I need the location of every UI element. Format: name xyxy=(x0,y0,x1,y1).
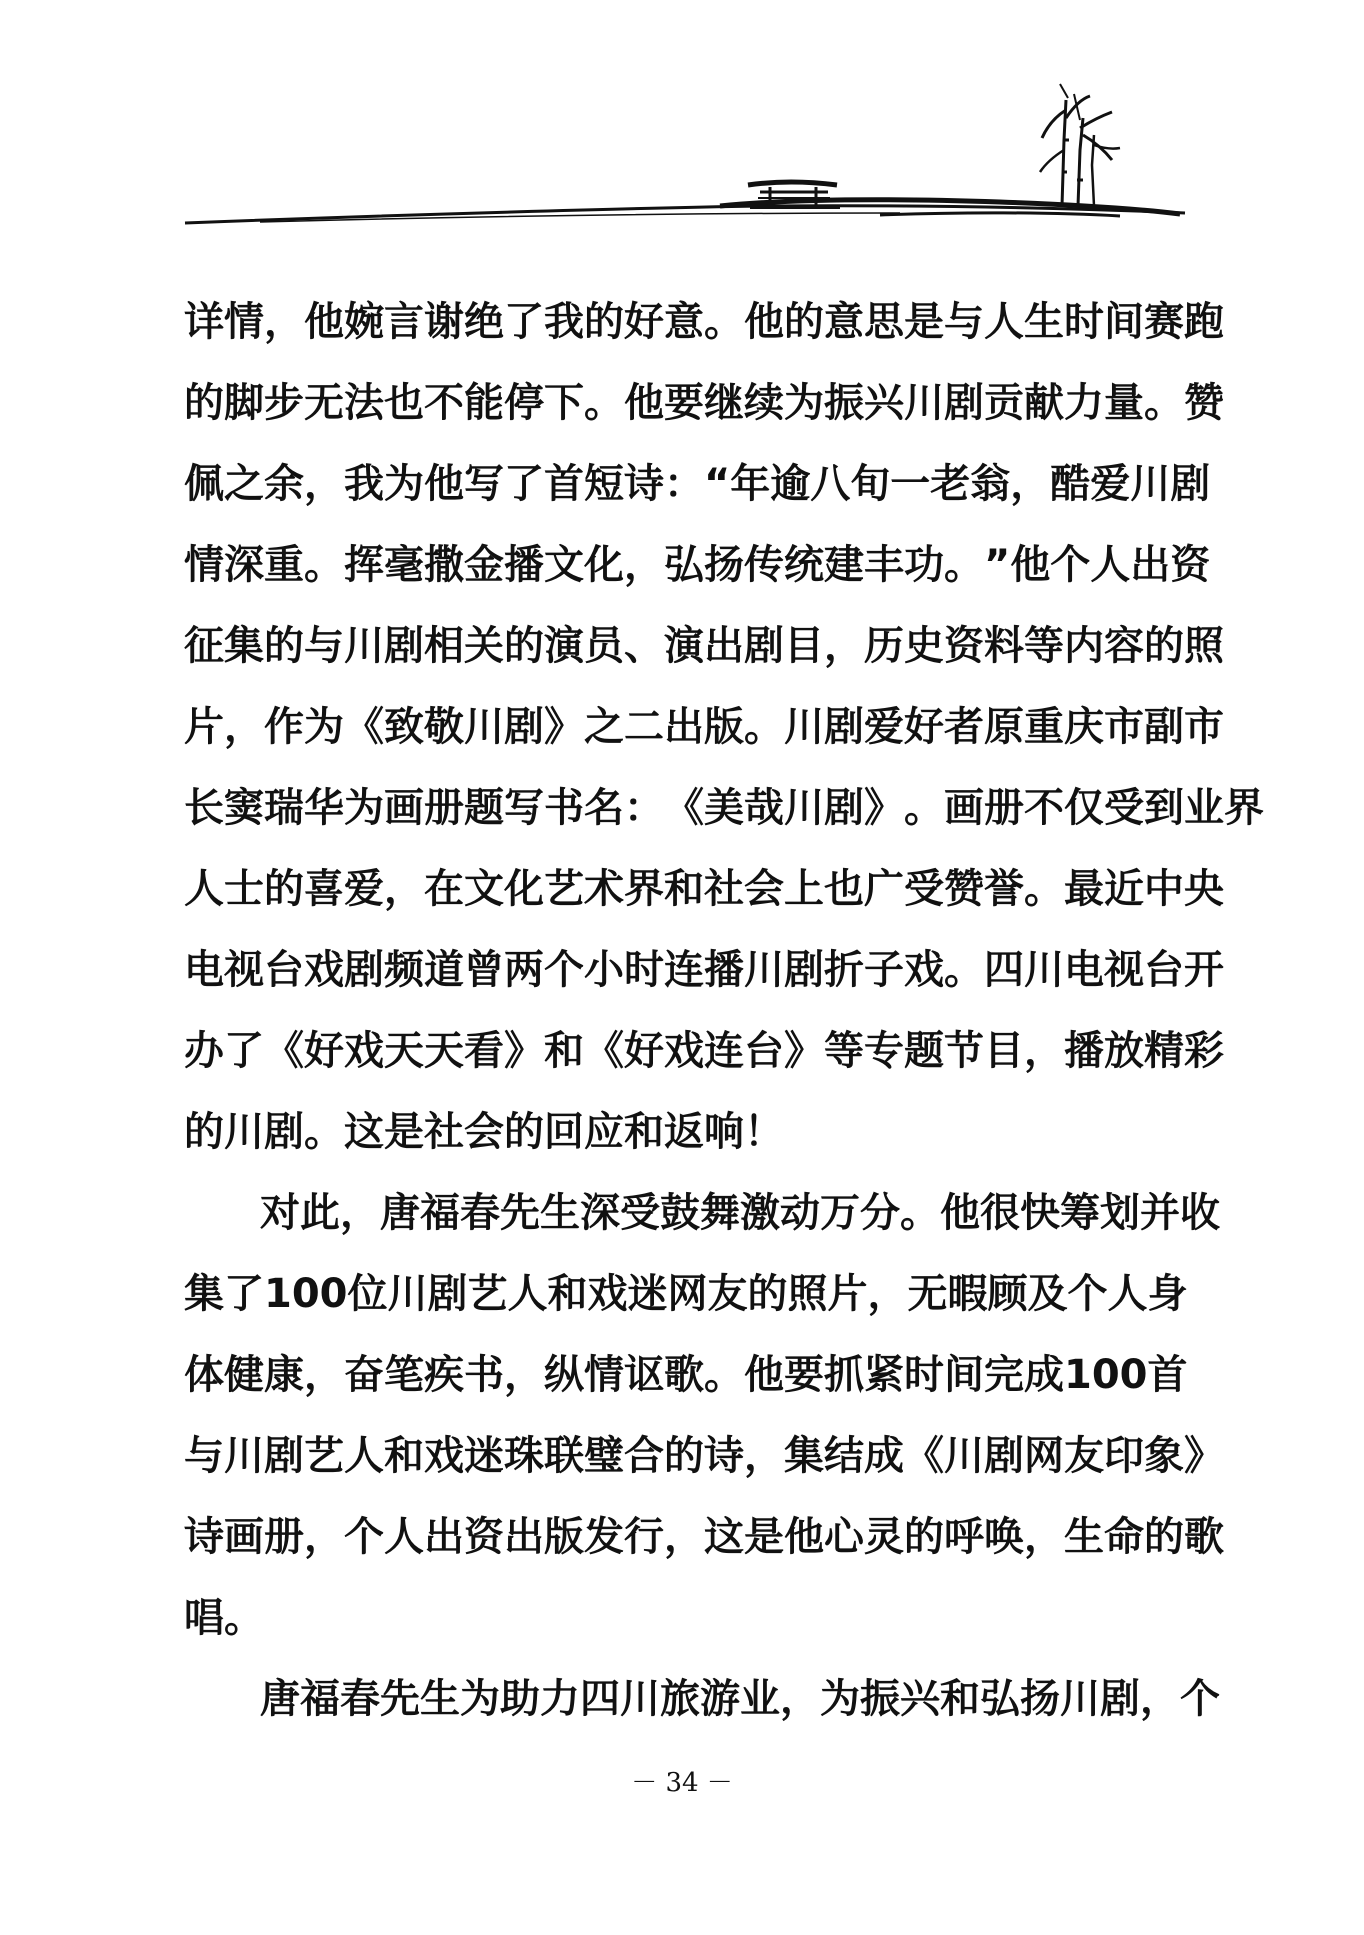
text-line: 电 视 台 戏 剧 频 道 曾 两 个 小 时 连 播 川 剧 折 子 戏 。 四 川 电 视 台 开 xyxy=(184,947,1224,993)
text-line: 办 了 《 好 戏 天 天 看 》 和 《 好 戏 连 台 》 等 专 题 节 目 ， 播 放 精 彩 xyxy=(184,1028,1224,1074)
text-line: 人 士 的 喜 爱 ， 在 文 化 艺 术 界 和 社 会 上 也 广 受 赞 誉 。 最 近 中 央 xyxy=(184,866,1224,912)
page-number: － 34 － xyxy=(631,1768,733,1798)
text-line: 佩 之 余 ， 我 为 他 写 了 首 短 诗 ： “ 年 逾 八 旬 一 老 翁 ， 酷 爱 川 剧 xyxy=(184,461,1211,507)
text-line: 长 窦 瑞 华 为 画 册 题 写 书 名 ： 《 美 哉 川 剧 》 。 画 册 不 仅 受 到 业 界 xyxy=(184,785,1264,831)
text-line: 征 集 的 与 川 剧 相 关 的 演 员 、 演 出 剧 目 ， 历 史 资 料 等 内 容 的 照 xyxy=(184,623,1224,669)
text-line: 情 深 重 。 挥 毫 撒 金 播 文 化 ， 弘 扬 传 统 建 丰 功 。 ” 他 个 人 出 资 xyxy=(184,542,1211,588)
text-line: 对 此 ， 唐 福 春 先 生 深 受 鼓 舞 激 动 万 分 。 他 很 快 筹 划 并 收 xyxy=(260,1190,1220,1236)
text-line: 唐 福 春 先 生 为 助 力 四 川 旅 游 业 ， 为 振 兴 和 弘 扬 川 剧 ， 个 xyxy=(260,1676,1220,1722)
text-line: 片 ， 作 为 《 致 敬 川 剧 》 之 二 出 版 。 川 剧 爱 好 者 原 重 庆 市 副 市 xyxy=(184,704,1224,750)
text-line: 的 脚 步 无 法 也 不 能 停 下 。 他 要 继 续 为 振 兴 川 剧 贡 献 力 量 。 赞 xyxy=(184,380,1224,426)
text-line: 与 川 剧 艺 人 和 戏 迷 珠 联 璧 合 的 诗 ， 集 结 成 《 川 剧 网 友 印 象 》 xyxy=(184,1433,1224,1479)
body-text xyxy=(184,288,1264,1746)
text-line: 详 情 ， 他 婉 言 谢 绝 了 我 的 好 意 。 他 的 意 思 是 与 人 生 时 间 赛 跑 xyxy=(184,299,1224,345)
header-ink-landscape xyxy=(0,0,1364,240)
text-line: 集 了 100 位 川 剧 艺 人 和 戏 迷 网 友 的 照 片 ， 无 暇 顾 及 个 人 身 xyxy=(184,1271,1188,1317)
text-line: 体 健 康 ， 奋 笔 疾 书 ， 纵 情 讴 歌 。 他 要 抓 紧 时 间 完 成 100 首 xyxy=(184,1352,1188,1398)
bamboo-icon xyxy=(1040,84,1120,206)
text-line: 的川剧。这是社会的回应和返响！ xyxy=(184,1109,784,1155)
text-line: 唱。 xyxy=(184,1595,264,1641)
text-line: 诗 画 册 ， 个 人 出 资 出 版 发 行 ， 这 是 他 心 灵 的 呼 唤 ， 生 命 的 歌 xyxy=(184,1514,1224,1560)
